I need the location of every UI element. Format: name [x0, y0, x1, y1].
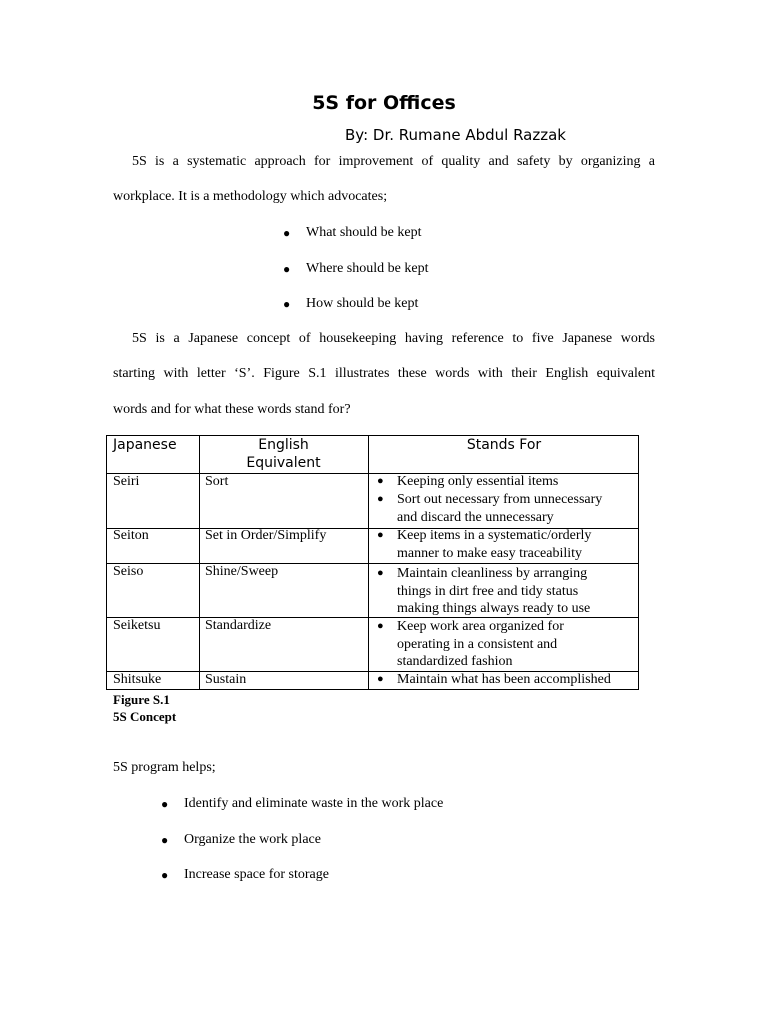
cell-english: Standardize	[205, 618, 272, 633]
cell-japanese: Shitsuke	[113, 672, 162, 687]
header-japanese: Japanese	[113, 437, 177, 453]
cell-stands-for: Keep items in a systematic/orderly manner to make easy traceability	[397, 528, 592, 561]
bullet-icon: ●	[161, 833, 169, 847]
bullet-icon: ●	[377, 673, 384, 685]
row-divider	[107, 563, 638, 564]
concept-line-3: words and for what these words stand for?	[113, 402, 351, 417]
bullet-icon: ●	[377, 620, 384, 632]
cell-stands-for: Maintain what has been accomplished	[397, 672, 611, 687]
figure-caption: 5S Concept	[113, 709, 177, 724]
author-byline: By: Dr. Rumane Abdul Razzak	[345, 126, 566, 144]
cell-japanese: Seiso	[113, 564, 144, 579]
header-stands-for: Stands For	[466, 437, 542, 453]
intro-line-1: 5S is a systematic approach for improvement of quality and safety by organizing a	[132, 154, 655, 169]
bullet-icon: ●	[161, 797, 169, 811]
intro-line-2: workplace. It is a methodology which advocates;	[113, 189, 388, 204]
figure-label: Figure S.1	[113, 692, 170, 707]
cell-english: Shine/Sweep	[205, 564, 279, 579]
cell-stands-for: Maintain cleanliness by arranging things in dirt free and tidy status making things always ready to use	[397, 566, 591, 616]
cell-japanese: Seiton	[113, 528, 149, 543]
bullet-icon: ●	[377, 475, 384, 487]
5s-concept-table	[106, 435, 639, 690]
cell-japanese: Seiri	[113, 474, 140, 489]
bullet-icon: ●	[283, 262, 291, 276]
helps-intro: 5S program helps;	[113, 760, 216, 775]
bullet-icon: ●	[377, 529, 384, 541]
concept-line-2: starting with letter ‘S’. Figure S.1 illustrates these words with their English equivalent	[113, 366, 655, 381]
bullet-icon: ●	[283, 297, 291, 311]
bullet-icon: ●	[377, 493, 384, 505]
bullet-icon: ●	[377, 567, 384, 579]
concept-line-1: 5S is a Japanese concept of housekeeping having reference to five Japanese words	[132, 331, 655, 346]
cell-english: Sort	[205, 474, 229, 489]
page-title: 5S for Offices	[312, 92, 456, 114]
bullet-icon: ●	[161, 868, 169, 882]
cell-stands-for: Sort out necessary from unnecessary and discard the unnecessary	[397, 492, 603, 525]
cell-japanese: Seiketsu	[113, 618, 161, 633]
header-english-equivalent: English Equivalent	[246, 437, 321, 471]
cell-english: Set in Order/Simplify	[205, 528, 327, 543]
cell-stands-for: Keep work area organized for operating in a consistent and standardized fashion	[397, 619, 564, 669]
bullet-icon: ●	[283, 226, 291, 240]
cell-english: Sustain	[205, 672, 247, 687]
cell-stands-for: Keeping only essential items	[397, 474, 559, 489]
